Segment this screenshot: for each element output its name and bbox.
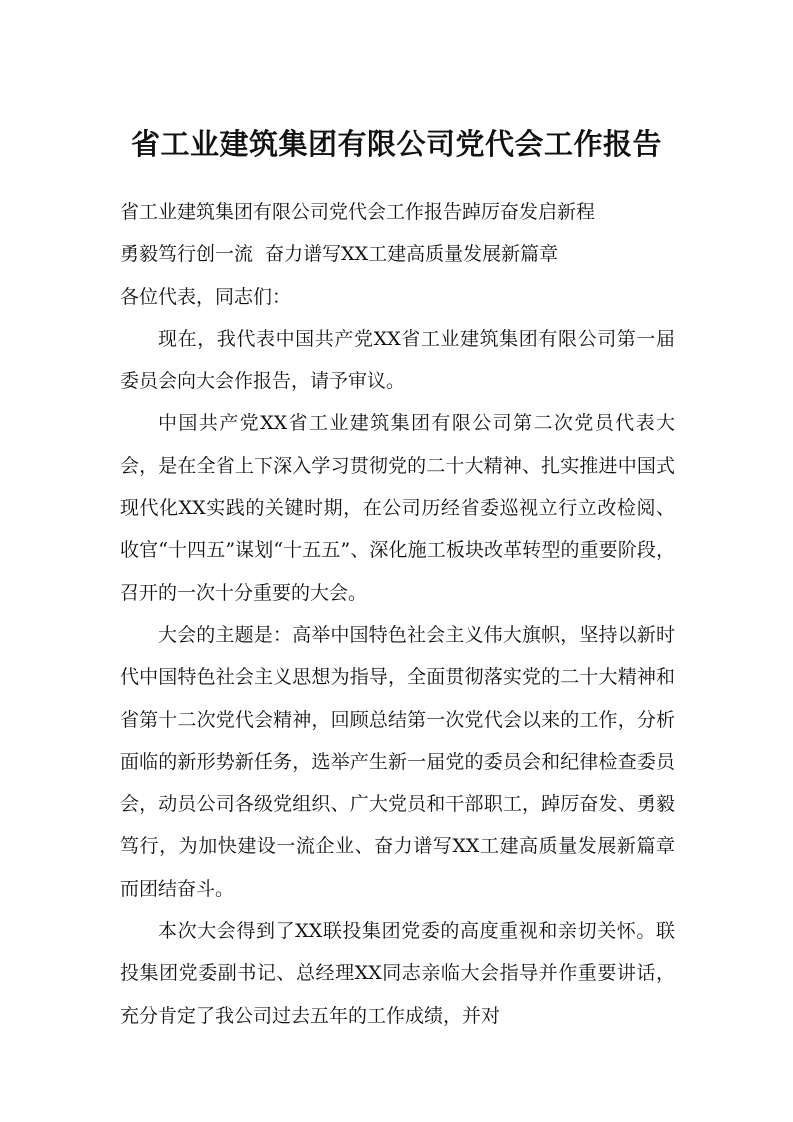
subtitle-line-2: 勇毅笃行创一流 奋力谱写XX工建高质量发展新篇章: [120, 243, 559, 266]
paragraph: 大会的主题是：高举中国特色社会主义伟大旗帜，坚持以新时代中国特色社会主义思想为指导，全面贯彻落实党的二十大精神和省第十二次党代会精神，回顾总结第一次党代会以来的工作，分析面临的新形势新任务，选举产生新一届党的委员会和纪律检查委员会，动员公司各级党组织、广大党员和干部职工，踔厉奋发、勇毅笃行，为加快建设一流企业、奋力谱写XX工建高质量发展新篇章而团结奋斗。: [120, 623, 675, 900]
paragraph: 本次大会得到了XX联投集团党委的高度重视和亲切关怀。联投集团党委副书记、总经理XX同志亲临大会指导并作重要讲话，充分肯定了我公司过去五年的工作成绩，并对: [120, 920, 675, 1027]
paragraph: 中国共产党XX省工业建筑集团有限公司第二次党员代表大会，是在全省上下深入学习贯彻党的二十大精神、扎实推进中国式现代化XX实践的关键时期，在公司历经省委巡视立行立改检阅、收官“十四五”谋划“十五五”、深化施工板块改革转型的重要阶段，召开的一次十分重要的大会。: [120, 412, 675, 604]
document-body: [120, 191, 675, 1037]
subtitle-line-1: 省工业建筑集团有限公司党代会工作报告踔厉奋发启新程: [120, 201, 596, 223]
salutation: 各位代表，同志们：: [120, 285, 292, 308]
paragraph: 现在，我代表中国共产党XX省工业建筑集团有限公司第一届委员会向大会作报告，请予审议。: [120, 327, 675, 393]
document-title: 省工业建筑集团有限公司党代会工作报告: [130, 127, 662, 161]
